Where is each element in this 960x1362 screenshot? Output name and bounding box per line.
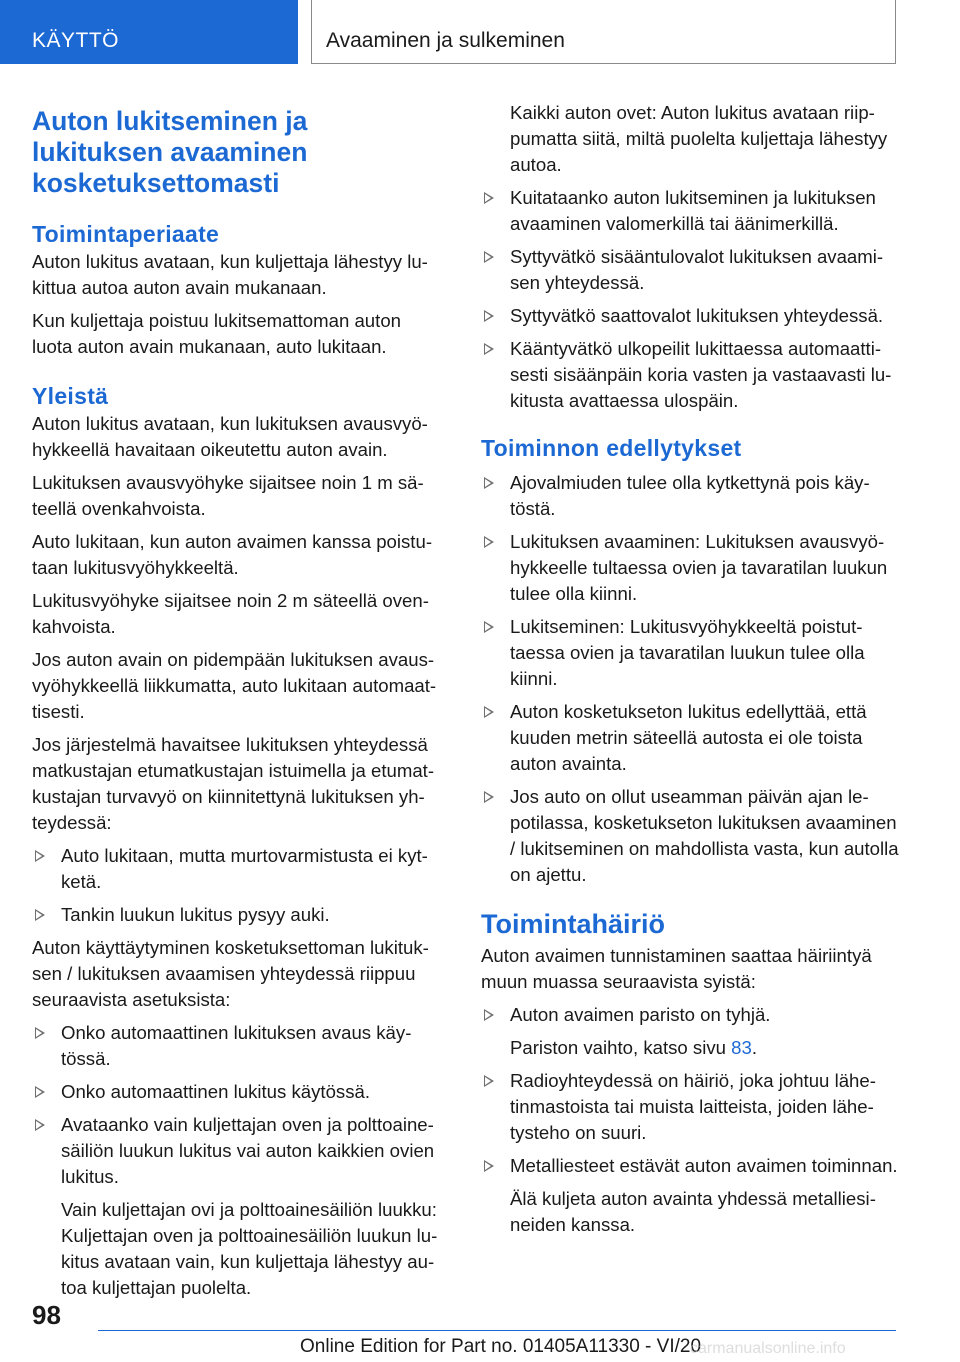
paragraph: Jos auton avain on pidempään lukituksen avausvyöhykkeellä liikkumatta, auto lukitaan automaattisesti.	[32, 649, 437, 722]
list-item: Kuitataanko auton lukitseminen ja lukituksen avaaminen valomerkillä tai äänimerkillä.	[481, 185, 901, 237]
list-item: Avataanko vain kuljettajan oven ja polttoainesäiliön luukun lukitus vai auton kaikkien ovien lukitus. Vain kuljettajan ovi ja polttoainesäiliön luukku: Kuljettajan oven ja polttoainesäiliön luukun lukitus avataan vain, kun kuljettaja lähestyy autoa kuljettajan puolelta.	[32, 1112, 444, 1301]
heading-general: Yleistä	[32, 383, 109, 409]
sub-paragraph: Älä kuljeta auton avainta yhdessä metalliesineiden kanssa.	[510, 1188, 876, 1235]
paragraph: Kun kuljettaja poistuu lukitsemattoman auton luota auton avain mukanaan, auto lukitaan.	[32, 310, 401, 357]
bullet-list	[32, 843, 444, 928]
list-item: Onko automaattinen lukitus käytössä.	[32, 1079, 444, 1105]
triangle-bullet-icon	[35, 1027, 45, 1039]
triangle-bullet-icon	[484, 1160, 494, 1172]
paragraph: Jos järjestelmä havaitsee lukituksen yhteydessä matkustajan etumatkustajan istuimella ja etumatkustajan turvavyö on kiinnitettynä lukituksen yhteydessä:	[32, 734, 435, 833]
triangle-bullet-icon	[484, 536, 494, 548]
footer-divider	[98, 1330, 896, 1331]
triangle-bullet-icon	[484, 477, 494, 489]
triangle-bullet-icon	[484, 791, 494, 803]
page-number: 98	[32, 1300, 61, 1330]
list-item: Lukituksen avaaminen: Lukituksen avausvyöhykkeelle tultaessa ovien ja tavaratilan luukun tulee olla kiinni.	[481, 529, 901, 607]
left-column	[32, 100, 444, 1308]
paragraph: Auton avaimen tunnistaminen saattaa häiriintyä muun muassa seuraavista syistä:	[481, 945, 872, 992]
list-item: Auton avaimen paristo on tyhjä. Pariston vaihto, katso sivu 83.	[481, 1002, 901, 1061]
triangle-bullet-icon	[484, 706, 494, 718]
list-item: Radioyhteydessä on häiriö, joka johtuu lähetinmastoista tai muista laitteista, joiden lähetysteho on suuri.	[481, 1068, 901, 1146]
heading-malfunction: Toimintahäiriö	[481, 909, 666, 939]
paragraph: Lukitusvyöhyke sijaitsee noin 2 m säteellä ovenkahvoista.	[32, 590, 429, 637]
paragraph: Lukituksen avausvyöhyke sijaitsee noin 1 m säteellä ovenkahvoista.	[32, 472, 424, 519]
list-item: Tankin luukun lukitus pysyy auki.	[32, 902, 444, 928]
list-item: Metalliesteet estävät auton avaimen toiminnan. Älä kuljeta auton avainta yhdessä metalliesineiden kanssa.	[481, 1153, 901, 1238]
section-title: Avaaminen ja sulkeminen	[311, 0, 896, 64]
triangle-bullet-icon	[484, 192, 494, 204]
bullet-list	[481, 1002, 901, 1238]
triangle-bullet-icon	[35, 1086, 45, 1098]
page-title: Auton lukitseminen ja lukituksen avaaminen kosketuksettomasti	[32, 106, 308, 198]
sub-paragraph: Kaikki auton ovet: Auton lukitus avataan riippumatta siitä, miltä puolelta kuljettaja lähestyy autoa.	[510, 102, 888, 175]
footer-edition: Online Edition for Part no. 01405A11330 - VI/20	[300, 1336, 702, 1357]
bullet-list	[32, 1020, 444, 1301]
sub-paragraph: Pariston vaihto, katso sivu 83.	[510, 1037, 758, 1058]
triangle-bullet-icon	[484, 343, 494, 355]
triangle-bullet-icon	[35, 1119, 45, 1131]
triangle-bullet-icon	[484, 1075, 494, 1087]
list-item: Onko automaattinen lukituksen avaus käytössä.	[32, 1020, 444, 1072]
list-item: Lukitseminen: Lukitusvyöhykkeeltä poistuttaessa ovien ja tavaratilan luukun tulee olla kiinni.	[481, 614, 901, 692]
right-column	[481, 100, 901, 1245]
bullet-list	[481, 185, 901, 414]
list-item: Jos auto on ollut useamman päivän ajan lepotilassa, kosketukseton lukituksen avaaminen / lukitseminen on mahdollista vasta, kun autolla on ajettu.	[481, 784, 901, 888]
paragraph: Auton käyttäytyminen kosketuksettoman lukituksen / lukituksen avaamisen yhteydessä riippuu seuraavista asetuksista:	[32, 937, 429, 1010]
list-item: Auto lukitaan, mutta murtovarmistusta ei kytketä.	[32, 843, 444, 895]
triangle-bullet-icon	[484, 621, 494, 633]
chapter-tab[interactable]: KÄYTTÖ	[0, 0, 298, 64]
triangle-bullet-icon	[484, 1009, 494, 1021]
paragraph: Auton lukitus avataan, kun lukituksen avausvyöhykkeellä havaitaan oikeutettu auton avain.	[32, 413, 428, 460]
watermark: carmanualsonline.info	[690, 1340, 846, 1357]
list-item: Ajovalmiuden tulee olla kytkettynä pois käytöstä.	[481, 470, 901, 522]
triangle-bullet-icon	[35, 850, 45, 862]
bullet-list	[481, 470, 901, 888]
heading-requirements: Toiminnon edellytykset	[481, 435, 742, 461]
triangle-bullet-icon	[484, 251, 494, 263]
triangle-bullet-icon	[35, 909, 45, 921]
page-link[interactable]: 83	[731, 1037, 752, 1058]
paragraph: Auton lukitus avataan, kun kuljettaja lähestyy lukittua autoa auton avain mukanaan.	[32, 251, 428, 298]
list-item: Syttyvätkö sisääntulovalot lukituksen avaamisen yhteydessä.	[481, 244, 901, 296]
paragraph: Auto lukitaan, kun auton avaimen kanssa poistutaan lukitusvyöhykkeeltä.	[32, 531, 433, 578]
list-item: Auton kosketukseton lukitus edellyttää, että kuuden metrin säteellä autosta ei ole toista auton avainta.	[481, 699, 901, 777]
heading-principle: Toimintaperiaate	[32, 221, 220, 247]
list-item: Kääntyvätkö ulkopeilit lukittaessa automaattisesti sisäänpäin koria vasten ja vastaavasti lukitusta avattaessa ulospäin.	[481, 336, 901, 414]
sub-paragraph: Vain kuljettajan ovi ja polttoainesäiliön luukku: Kuljettajan oven ja polttoainesäiliön luukun lukitus avataan vain, kun kuljettaja lähestyy autoa kuljettajan puolelta.	[61, 1199, 438, 1298]
list-item: Syttyvätkö saattovalot lukituksen yhteydessä.	[481, 303, 901, 329]
triangle-bullet-icon	[484, 310, 494, 322]
